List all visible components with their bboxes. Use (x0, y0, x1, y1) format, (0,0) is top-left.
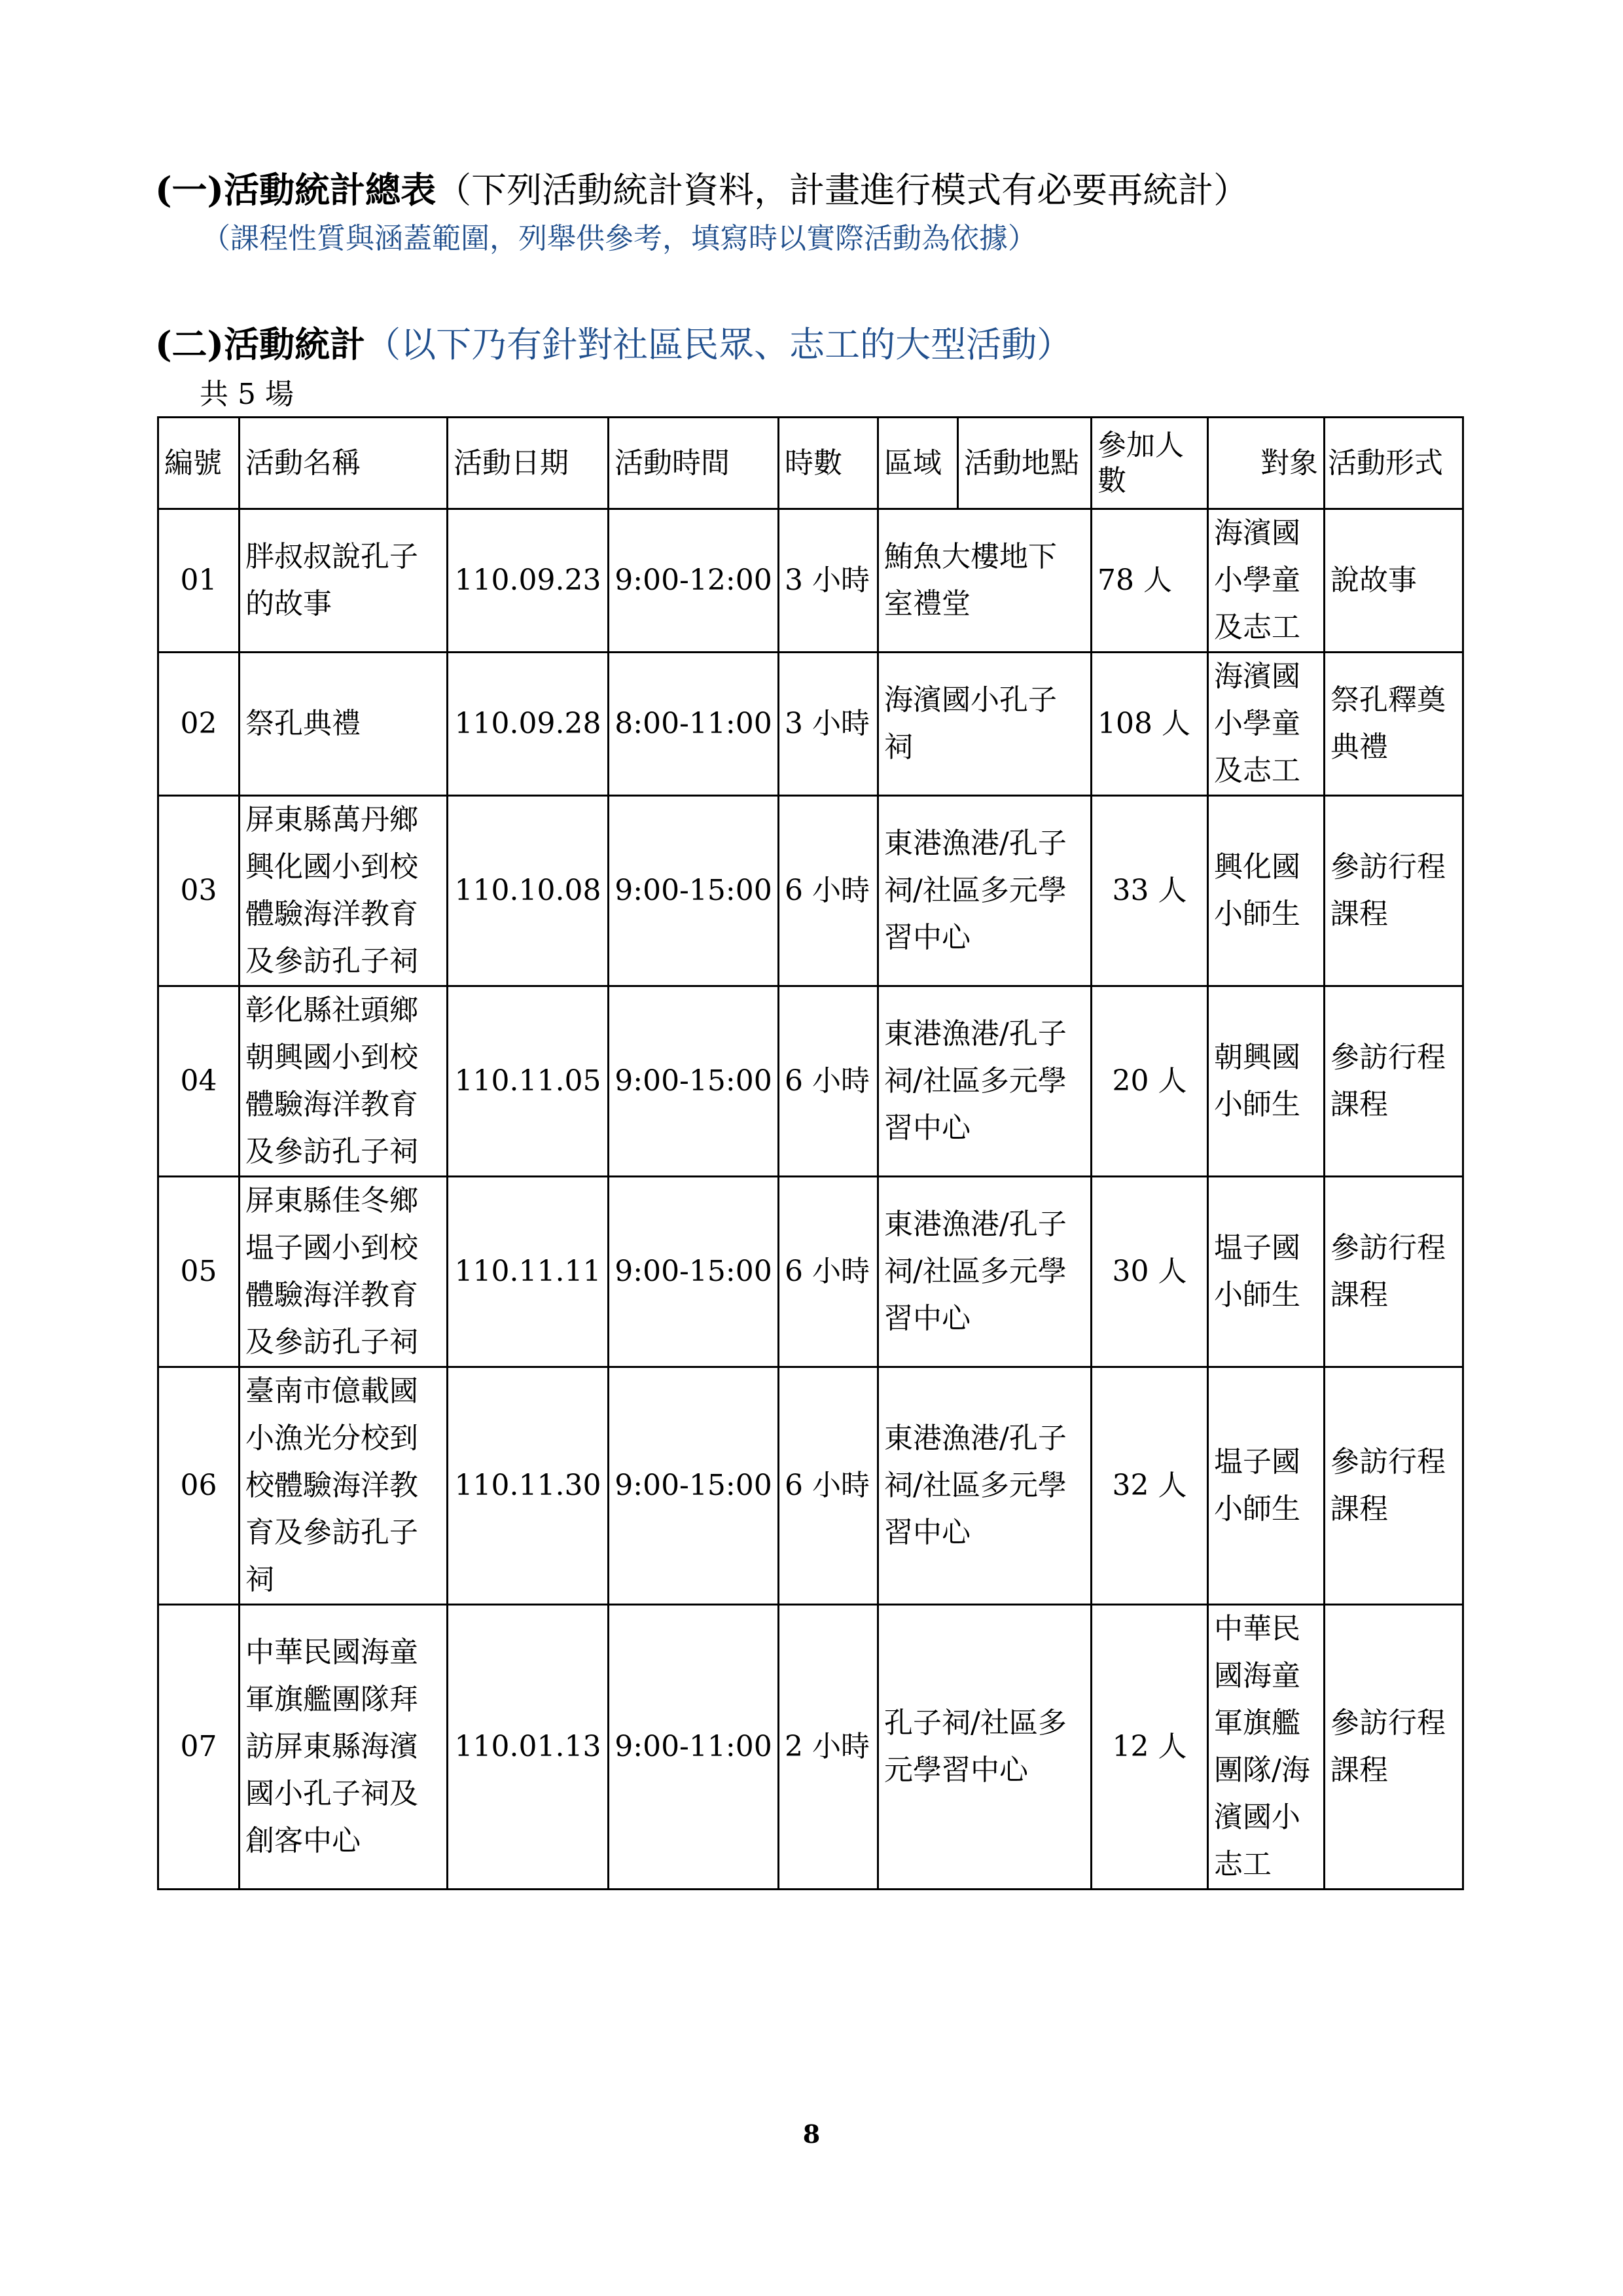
cell-name: 胖叔叔說孔子的故事 (240, 509, 448, 653)
section2-title: (二)活動統計 (155, 323, 366, 365)
cell-target: 塭子國小師生 (1208, 1367, 1325, 1605)
cell-people: 32 人 (1092, 1367, 1208, 1605)
table-row (158, 653, 1463, 796)
header-hours: 時數 (779, 418, 878, 509)
cell-venue: 東港漁港/孔子祠/社區多元學習中心 (878, 1177, 1092, 1367)
table-row (158, 1605, 1463, 1890)
section1-heading (155, 162, 1249, 213)
cell-date: 110.10.08 (448, 796, 609, 986)
table-row (158, 986, 1463, 1177)
activity-table (157, 416, 1464, 1890)
cell-no: 07 (158, 1605, 240, 1890)
cell-form: 參訪行程課程 (1325, 796, 1463, 986)
cell-form: 參訪行程課程 (1325, 1605, 1463, 1890)
header-people: 參加人數 (1092, 418, 1208, 509)
cell-hours: 6 小時 (779, 796, 878, 986)
cell-no: 01 (158, 509, 240, 653)
cell-hours: 6 小時 (779, 986, 878, 1177)
cell-venue: 東港漁港/孔子祠/社區多元學習中心 (878, 1367, 1092, 1605)
cell-hours: 3 小時 (779, 509, 878, 653)
cell-venue: 東港漁港/孔子祠/社區多元學習中心 (878, 796, 1092, 986)
cell-people: 30 人 (1092, 1177, 1208, 1367)
cell-time: 9:00-15:00 (609, 796, 779, 986)
cell-name: 中華民國海童軍旗艦團隊拜訪屏東縣海濱國小孔子祠及創客中心 (240, 1605, 448, 1890)
cell-target: 朝興國小師生 (1208, 986, 1325, 1177)
cell-people: 33 人 (1092, 796, 1208, 986)
cell-people: 20 人 (1092, 986, 1208, 1177)
cell-venue: 海濱國小孔子祠 (878, 653, 1092, 796)
cell-people: 78 人 (1092, 509, 1208, 653)
header-venue: 活動地點 (958, 418, 1092, 509)
section1-note: （下列活動統計資料，計畫進行模式有必要再統計） (436, 170, 1249, 211)
cell-target: 海濱國小學童及志工 (1208, 509, 1325, 653)
cell-target: 興化國小師生 (1208, 796, 1325, 986)
cell-time: 9:00-11:00 (609, 1605, 779, 1890)
header-no: 編號 (158, 418, 240, 509)
cell-time: 9:00-15:00 (609, 1177, 779, 1367)
cell-no: 05 (158, 1177, 240, 1367)
section1-subnote: （課程性質與涵蓋範圍，列舉供參考，填寫時以實際活動為依據） (202, 222, 1037, 255)
cell-form: 說故事 (1325, 509, 1463, 653)
cell-venue: 孔子祠/社區多元學習中心 (878, 1605, 1092, 1890)
table-row (158, 1177, 1463, 1367)
cell-hours: 6 小時 (779, 1367, 878, 1605)
table-row (158, 509, 1463, 653)
section1-title: (一)活動統計總表 (155, 169, 437, 211)
cell-name: 臺南市億載國小漁光分校到校體驗海洋教育及參訪孔子祠 (240, 1367, 448, 1605)
header-target: 對象 (1208, 418, 1325, 509)
cell-name: 屏東縣佳冬鄉塭子國小到校體驗海洋教育及參訪孔子祠 (240, 1177, 448, 1367)
cell-target: 海濱國小學童及志工 (1208, 653, 1325, 796)
table-row (158, 1367, 1463, 1605)
cell-time: 9:00-15:00 (609, 1367, 779, 1605)
table-row (158, 796, 1463, 986)
cell-form: 祭孔釋奠典禮 (1325, 653, 1463, 796)
page-number: 8 (802, 2119, 821, 2149)
cell-time: 8:00-11:00 (609, 653, 779, 796)
header-region: 區域 (878, 418, 958, 509)
section2-heading (155, 317, 1072, 367)
activity-count: 共 5 場 (200, 378, 294, 411)
cell-no: 06 (158, 1367, 240, 1605)
cell-hours: 3 小時 (779, 653, 878, 796)
cell-target: 中華民國海童軍旗艦團隊/海濱國小志工 (1208, 1605, 1325, 1890)
header-date: 活動日期 (448, 418, 609, 509)
cell-date: 110.01.13 (448, 1605, 609, 1890)
cell-no: 04 (158, 986, 240, 1177)
cell-target: 塭子國小師生 (1208, 1177, 1325, 1367)
cell-name: 祭孔典禮 (240, 653, 448, 796)
cell-form: 參訪行程課程 (1325, 1177, 1463, 1367)
cell-date: 110.11.11 (448, 1177, 609, 1367)
header-form: 活動形式 (1325, 418, 1463, 509)
cell-no: 03 (158, 796, 240, 986)
cell-time: 9:00-12:00 (609, 509, 779, 653)
header-name: 活動名稱 (240, 418, 448, 509)
cell-date: 110.09.23 (448, 509, 609, 653)
cell-date: 110.11.05 (448, 986, 609, 1177)
cell-people: 12 人 (1092, 1605, 1208, 1890)
section2-note: （以下乃有針對社區民眾、志工的大型活動） (365, 324, 1073, 365)
cell-date: 110.11.30 (448, 1367, 609, 1605)
cell-time: 9:00-15:00 (609, 986, 779, 1177)
cell-no: 02 (158, 653, 240, 796)
cell-hours: 6 小時 (779, 1177, 878, 1367)
cell-venue: 東港漁港/孔子祠/社區多元學習中心 (878, 986, 1092, 1177)
cell-people: 108 人 (1092, 653, 1208, 796)
cell-date: 110.09.28 (448, 653, 609, 796)
cell-name: 屏東縣萬丹鄉興化國小到校體驗海洋教育及參訪孔子祠 (240, 796, 448, 986)
cell-venue: 鮪魚大樓地下室禮堂 (878, 509, 1092, 653)
header-time: 活動時間 (609, 418, 779, 509)
table-header-row (158, 418, 1463, 509)
cell-hours: 2 小時 (779, 1605, 878, 1890)
cell-name: 彰化縣社頭鄉朝興國小到校體驗海洋教育及參訪孔子祠 (240, 986, 448, 1177)
cell-form: 參訪行程課程 (1325, 986, 1463, 1177)
cell-form: 參訪行程課程 (1325, 1367, 1463, 1605)
